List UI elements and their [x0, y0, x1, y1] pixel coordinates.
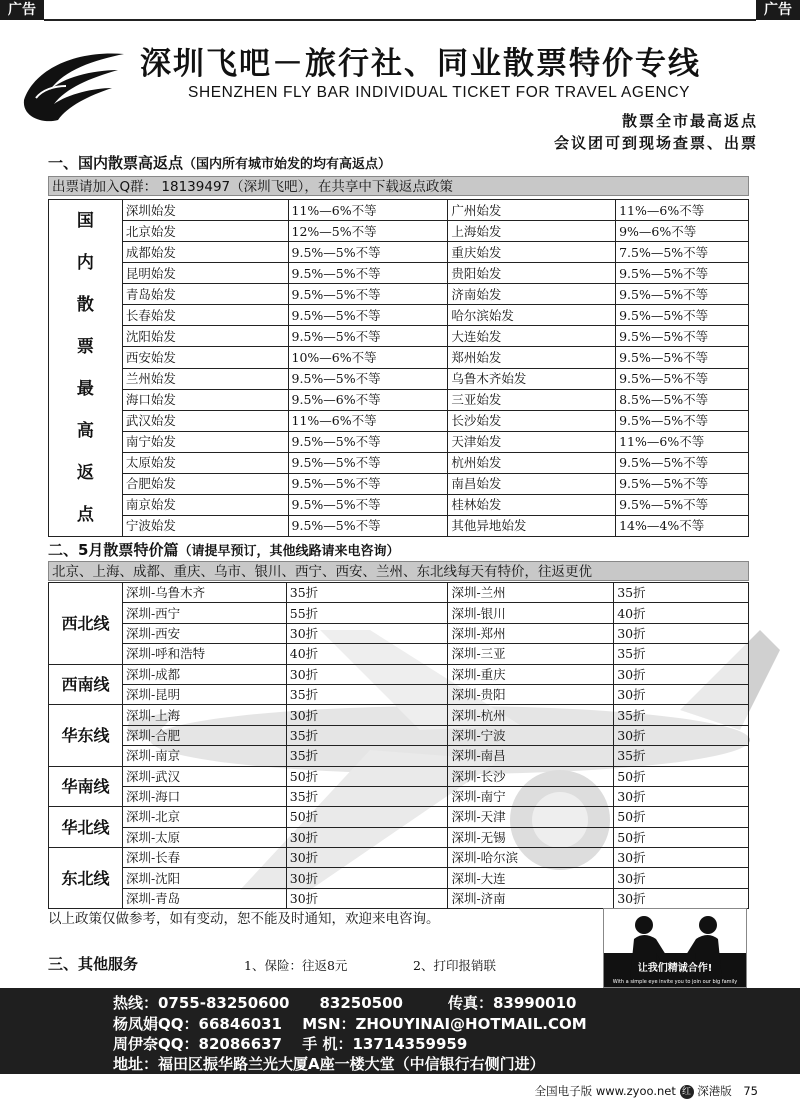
- airline-logo-icon: [14, 40, 134, 130]
- route-cell: 深圳-银川: [448, 603, 614, 623]
- section1-title: 一、国内散票高返点: [48, 154, 184, 172]
- rebate-value-cell: 9.5%—5%不等: [616, 452, 749, 473]
- route-cell: 深圳-上海: [122, 705, 286, 725]
- fare-row: [49, 644, 749, 664]
- rebate-row: [49, 221, 749, 242]
- discount-cell: 30折: [286, 623, 448, 643]
- rebate-value-cell: 9.5%—5%不等: [616, 305, 749, 326]
- discount-cell: 35折: [286, 684, 448, 704]
- fare-row: [49, 725, 749, 745]
- rebate-row: [49, 263, 749, 284]
- route-cell: 深圳-长沙: [448, 766, 614, 786]
- side-char: 返: [76, 463, 94, 483]
- fare-row: [49, 603, 749, 623]
- route-region-label: 华南线: [49, 766, 123, 807]
- fare-row: [49, 888, 749, 908]
- rebate-value-cell: 9.5%—5%不等: [616, 494, 749, 515]
- contact-address: 地址：福田区振华路兰光大厦A座一楼大堂（中信银行右侧门进）: [113, 1055, 545, 1073]
- origin-city-cell: 上海始发: [448, 221, 616, 242]
- rebate-value-cell: 11%—6%不等: [288, 410, 448, 431]
- photo-caption: 让我们精诚合作!: [637, 963, 713, 974]
- route-cell: 深圳-成都: [122, 664, 286, 684]
- discount-cell: 35折: [614, 705, 749, 725]
- contact-hotline: 热线：0755-83250600 83250500 传真：83990010: [113, 994, 577, 1012]
- route-cell: 深圳-天津: [448, 807, 614, 827]
- route-cell: 深圳-乌鲁木齐: [122, 583, 286, 603]
- rebate-row: [49, 200, 749, 221]
- section2-bar: 北京、上海、成都、重庆、乌市、银川、西宁、西安、兰州、东北线每天有特价，往返更优: [48, 561, 749, 581]
- footer-badge: 红: [680, 1085, 694, 1099]
- origin-city-cell: 太原始发: [122, 452, 288, 473]
- discount-cell: 30折: [286, 848, 448, 868]
- discount-cell: 35折: [286, 786, 448, 806]
- route-cell: 深圳-南昌: [448, 746, 614, 766]
- route-cell: 深圳-西宁: [122, 603, 286, 623]
- route-cell: 深圳-呼和浩特: [122, 644, 286, 664]
- domestic-rebate-table: [48, 199, 749, 537]
- rebate-value-cell: 9.5%—5%不等: [616, 263, 749, 284]
- rebate-value-cell: 9.5%—5%不等: [616, 473, 749, 494]
- rebate-value-cell: 11%—6%不等: [616, 431, 749, 452]
- side-char: 散: [76, 295, 94, 315]
- rebate-row: [49, 389, 749, 410]
- route-cell: 深圳-贵阳: [448, 684, 614, 704]
- special-fare-table: [48, 582, 749, 909]
- origin-city-cell: 海口始发: [122, 389, 288, 410]
- origin-city-cell: 昆明始发: [122, 263, 288, 284]
- route-cell: 深圳-合肥: [122, 725, 286, 745]
- top-rule: [44, 19, 756, 21]
- discount-cell: 35折: [286, 583, 448, 603]
- route-cell: 深圳-三亚: [448, 644, 614, 664]
- origin-city-cell: 广州始发: [448, 200, 616, 221]
- origin-city-cell: 其他异地始发: [448, 515, 616, 536]
- origin-city-cell: 济南始发: [448, 284, 616, 305]
- origin-city-cell: 西安始发: [122, 347, 288, 368]
- rebate-value-cell: 9.5%—5%不等: [288, 452, 448, 473]
- origin-city-cell: 南京始发: [122, 494, 288, 515]
- route-region-label: 华东线: [49, 705, 123, 766]
- discount-cell: 30折: [614, 848, 749, 868]
- ad-tag-left: 广告: [0, 0, 44, 20]
- photo-small-caption: With a simple eye invite you to join our big family: [612, 979, 738, 985]
- fare-row: [49, 684, 749, 704]
- rebate-value-cell: 9.5%—5%不等: [288, 242, 448, 263]
- fare-row: [49, 766, 749, 786]
- route-cell: 深圳-大连: [448, 868, 614, 888]
- rebate-value-cell: 11%—6%不等: [288, 200, 448, 221]
- discount-cell: 35折: [614, 644, 749, 664]
- route-cell: 深圳-郑州: [448, 623, 614, 643]
- contact-block: [0, 988, 800, 1074]
- rebate-value-cell: 9.5%—5%不等: [288, 263, 448, 284]
- contact-person2: 周伊奈QQ：82086637 手 机：13714359959: [113, 1035, 468, 1053]
- footer-edition: 全国电子版 www.zyoo.net: [534, 1084, 676, 1098]
- route-region-label: 东北线: [49, 848, 123, 909]
- rebate-value-cell: 9.5%—5%不等: [288, 284, 448, 305]
- rebate-value-cell: 9.5%—5%不等: [616, 284, 749, 305]
- section1-heading: [48, 152, 391, 173]
- page-title: 深圳飞吧－旅行社、同业散票特价专线: [140, 46, 701, 82]
- side-char: 国: [76, 211, 94, 231]
- fare-row: [49, 848, 749, 868]
- origin-city-cell: 长春始发: [122, 305, 288, 326]
- rebate-value-cell: 8.5%—5%不等: [616, 389, 749, 410]
- page-subtitle: SHENZHEN FLY BAR INDIVIDUAL TICKET FOR TRAVEL AGENCY: [188, 84, 691, 101]
- fare-row: [49, 868, 749, 888]
- rebate-value-cell: 9.5%—5%不等: [616, 410, 749, 431]
- discount-cell: 30折: [286, 888, 448, 908]
- route-cell: 深圳-南宁: [448, 786, 614, 806]
- discount-cell: 30折: [286, 868, 448, 888]
- origin-city-cell: 郑州始发: [448, 347, 616, 368]
- rebate-value-cell: 9.5%—5%不等: [288, 515, 448, 536]
- discount-cell: 50折: [614, 807, 749, 827]
- origin-city-cell: 深圳始发: [122, 200, 288, 221]
- service-insurance: 1、保险：往返8元: [244, 958, 348, 973]
- ad-tag-right: 广告: [756, 0, 800, 20]
- fare-row: [49, 746, 749, 766]
- discount-cell: 30折: [614, 888, 749, 908]
- rebate-row: [49, 473, 749, 494]
- rebate-value-cell: 9.5%—5%不等: [616, 347, 749, 368]
- route-region-label: 西南线: [49, 664, 123, 705]
- route-cell: 深圳-沈阳: [122, 868, 286, 888]
- rebate-value-cell: 9.5%—5%不等: [616, 326, 749, 347]
- discount-cell: 50折: [286, 766, 448, 786]
- route-region-label: 西北线: [49, 583, 123, 665]
- discount-cell: 50折: [286, 807, 448, 827]
- section2-heading: [48, 539, 399, 560]
- rebate-row: [49, 347, 749, 368]
- footer-page-number: 75: [743, 1084, 758, 1098]
- origin-city-cell: 南昌始发: [448, 473, 616, 494]
- disclaimer-text: 以上政策仅做参考，如有变动，恕不能及时通知，欢迎来电咨询。: [48, 911, 440, 927]
- fare-row: [49, 623, 749, 643]
- origin-city-cell: 三亚始发: [448, 389, 616, 410]
- side-char: 点: [76, 505, 94, 525]
- route-cell: 深圳-武汉: [122, 766, 286, 786]
- rebate-row: [49, 494, 749, 515]
- route-cell: 深圳-海口: [122, 786, 286, 806]
- fare-row: [49, 807, 749, 827]
- origin-city-cell: 长沙始发: [448, 410, 616, 431]
- origin-city-cell: 桂林始发: [448, 494, 616, 515]
- tagline-meeting-group: 会议团可到现场查票、出票: [553, 134, 758, 152]
- service-receipt: 2、打印报销联: [413, 958, 496, 973]
- rebate-row: [49, 368, 749, 389]
- rebate-row: [49, 305, 749, 326]
- origin-city-cell: 兰州始发: [122, 368, 288, 389]
- rebate-row: [49, 410, 749, 431]
- origin-city-cell: 成都始发: [122, 242, 288, 263]
- rebate-value-cell: 9.5%—5%不等: [616, 368, 749, 389]
- origin-city-cell: 南宁始发: [122, 431, 288, 452]
- discount-cell: 30折: [614, 725, 749, 745]
- route-cell: 深圳-济南: [448, 888, 614, 908]
- route-cell: 深圳-宁波: [448, 725, 614, 745]
- rebate-value-cell: 9.5%—5%不等: [288, 326, 448, 347]
- side-char: 最: [76, 379, 94, 399]
- discount-cell: 30折: [286, 664, 448, 684]
- route-cell: 深圳-西安: [122, 623, 286, 643]
- rebate-side-label: [49, 200, 123, 537]
- handshake-photo: [603, 908, 747, 988]
- discount-cell: 35折: [614, 746, 749, 766]
- route-region-label: 华北线: [49, 807, 123, 848]
- route-cell: 深圳-长春: [122, 848, 286, 868]
- section1-note: （国内所有城市始发的均有高返点）: [183, 157, 392, 172]
- discount-cell: 40折: [286, 644, 448, 664]
- route-cell: 深圳-青岛: [122, 888, 286, 908]
- side-char: 高: [76, 421, 94, 441]
- section2-note: （请提早预订，其他线路请来电咨询）: [178, 544, 400, 559]
- origin-city-cell: 武汉始发: [122, 410, 288, 431]
- footer-region: 深港版: [697, 1084, 732, 1098]
- route-cell: 深圳-重庆: [448, 664, 614, 684]
- fare-row: [49, 583, 749, 603]
- route-cell: 深圳-南京: [122, 746, 286, 766]
- discount-cell: 50折: [614, 827, 749, 847]
- rebate-value-cell: 9.5%—5%不等: [288, 494, 448, 515]
- rebate-row: [49, 515, 749, 536]
- origin-city-cell: 天津始发: [448, 431, 616, 452]
- discount-cell: 30折: [614, 664, 749, 684]
- origin-city-cell: 沈阳始发: [122, 326, 288, 347]
- rebate-value-cell: 7.5%—5%不等: [616, 242, 749, 263]
- rebate-value-cell: 9.5%—5%不等: [288, 431, 448, 452]
- origin-city-cell: 杭州始发: [448, 452, 616, 473]
- section3-heading: 三、其他服务: [48, 955, 139, 973]
- discount-cell: 50折: [614, 766, 749, 786]
- route-cell: 深圳-无锡: [448, 827, 614, 847]
- side-char: 内: [76, 253, 94, 273]
- route-cell: 深圳-太原: [122, 827, 286, 847]
- rebate-value-cell: 9.5%—6%不等: [288, 389, 448, 410]
- discount-cell: 30折: [614, 786, 749, 806]
- rebate-row: [49, 452, 749, 473]
- rebate-row: [49, 326, 749, 347]
- rebate-value-cell: 9.5%—5%不等: [288, 473, 448, 494]
- rebate-value-cell: 14%—4%不等: [616, 515, 749, 536]
- discount-cell: 40折: [614, 603, 749, 623]
- discount-cell: 30折: [614, 868, 749, 888]
- route-cell: 深圳-北京: [122, 807, 286, 827]
- origin-city-cell: 乌鲁木齐始发: [448, 368, 616, 389]
- discount-cell: 30折: [286, 705, 448, 725]
- route-cell: 深圳-杭州: [448, 705, 614, 725]
- rebate-row: [49, 431, 749, 452]
- origin-city-cell: 北京始发: [122, 221, 288, 242]
- origin-city-cell: 哈尔滨始发: [448, 305, 616, 326]
- fare-row: [49, 827, 749, 847]
- section2-title: 二、5月散票特价篇: [48, 541, 179, 559]
- rebate-row: [49, 242, 749, 263]
- discount-cell: 30折: [614, 623, 749, 643]
- route-cell: 深圳-昆明: [122, 684, 286, 704]
- rebate-value-cell: 10%—6%不等: [288, 347, 448, 368]
- discount-cell: 35折: [286, 725, 448, 745]
- discount-cell: 55折: [286, 603, 448, 623]
- rebate-row: [49, 284, 749, 305]
- origin-city-cell: 重庆始发: [448, 242, 616, 263]
- route-cell: 深圳-兰州: [448, 583, 614, 603]
- origin-city-cell: 青岛始发: [122, 284, 288, 305]
- fare-row: [49, 664, 749, 684]
- section1-bar: 出票请加入Q群： 18139497（深圳飞吧），在共享中下载返点政策: [48, 176, 749, 196]
- page-footer: [535, 1083, 758, 1099]
- discount-cell: 30折: [286, 827, 448, 847]
- discount-cell: 35折: [614, 583, 749, 603]
- rebate-value-cell: 9%—6%不等: [616, 221, 749, 242]
- origin-city-cell: 贵阳始发: [448, 263, 616, 284]
- discount-cell: 35折: [286, 746, 448, 766]
- handshake-icon: [604, 909, 747, 988]
- contact-person1: 杨凤娟QQ：66846031 MSN：ZHOUYINAI@HOTMAIL.COM: [113, 1015, 587, 1033]
- origin-city-cell: 大连始发: [448, 326, 616, 347]
- fare-row: [49, 786, 749, 806]
- side-char: 票: [76, 337, 94, 357]
- origin-city-cell: 宁波始发: [122, 515, 288, 536]
- rebate-value-cell: 11%—6%不等: [616, 200, 749, 221]
- rebate-value-cell: 12%—5%不等: [288, 221, 448, 242]
- discount-cell: 30折: [614, 684, 749, 704]
- origin-city-cell: 合肥始发: [122, 473, 288, 494]
- tagline-best-rebate: 散票全市最高返点: [621, 112, 758, 130]
- fare-row: [49, 705, 749, 725]
- rebate-value-cell: 9.5%—5%不等: [288, 305, 448, 326]
- route-cell: 深圳-哈尔滨: [448, 848, 614, 868]
- rebate-value-cell: 9.5%—5%不等: [288, 368, 448, 389]
